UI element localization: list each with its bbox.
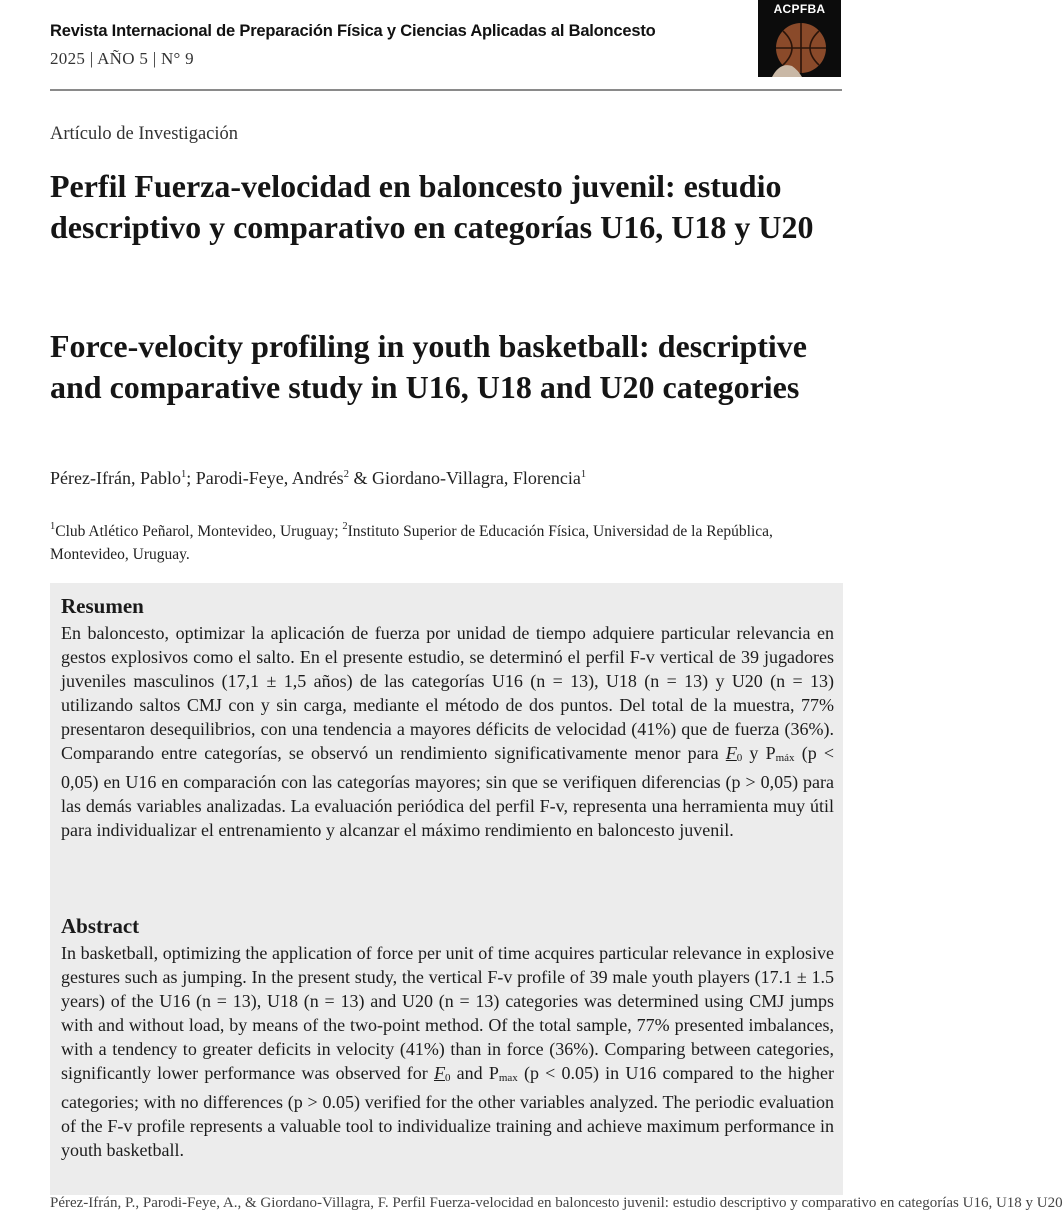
author-name: Giordano-Villagra, Florencia — [371, 468, 581, 488]
title-english: Force-velocity profiling in youth basketball: descriptive and comparative study in U16, U18 and U20 categories — [50, 328, 807, 405]
resumen-text: (p < 0,05) en U16 en comparación con las categorías mayores; sin que se verifiquen diferencias (p > 0,05) para las demás variables analizadas. La evaluación periódica del perfil F-v, representa una herramienta muy útil para individualizar el entrenamiento y alcanzar el máximo rendimiento en baloncesto juvenil. — [61, 743, 834, 840]
abstract-heading: Abstract — [61, 914, 140, 938]
resumen-text: En baloncesto, optimizar la aplicación de fuerza por unidad de tiempo adquiere particular relevancia en gestos explosivos como el salto. En el presente estudio, se determinó el perfil F-v vertical de 39 jugadores juveniles masculinos (17,1 ± 1,5 años) de las categorías U16 (n = 13), U18 (n = 13) y U20 (n = 13) utilizando saltos CMJ con y sin carga, mediante el método de dos puntos. Del total de la muestra, 77% presentaron desequilibrios, con una tendencia a mayores déficits de velocidad (41%) que de fuerza (36%). Comparando entre categorías, se observó un rendimiento significativamente menor para — [61, 623, 834, 763]
affiliation-text: Instituto Superior de Educación Física, Universidad de la República, Montevideo, Uruguay. — [50, 523, 773, 563]
resumen-text: y P — [742, 743, 776, 763]
force-symbol: F — [725, 743, 737, 763]
header-rule — [50, 89, 842, 91]
affiliation-mark: 2 — [342, 521, 348, 532]
journal-logo — [758, 0, 841, 77]
citation-line: Pérez-Ifrán, P., Parodi-Feye, A., & Giordano-Villagra, F. Perfil Fuerza-velocidad en baloncesto juvenil: estudio descriptivo y comparativo en categorías U16, U18 y U20 — [50, 1195, 1063, 1211]
affiliation-mark: 1 — [580, 469, 587, 480]
resumen-body — [61, 621, 834, 842]
abstract-text: (p < 0.05) in U16 compared to the higher categories; with no differences (p > 0.05) verified for the other variables analyzed. The periodic evaluation of the F-v profile represents a valuable tool to individualize training and achieve maximum performance in youth basketball. — [61, 1063, 835, 1160]
journal-header — [50, 18, 750, 69]
abstract-text: and P — [450, 1063, 499, 1083]
power-subscript: max — [498, 1072, 518, 1084]
author-separator: ; — [186, 468, 196, 488]
affiliation-mark: 1 — [180, 469, 187, 480]
abstract-text: In basketball, optimizing the application of force per unit of time acquires particular relevance in explosive gestures such as jumping. In the present study, the vertical F-v profile of 39 male youth players (17.1 ± 1.5 years) of the U16 (n = 13), U18 (n = 13) and U20 (n = 13) categories was determined using CMJ jumps with and without load, by means of the two-point method. Of the total sample, 77% presented imbalances, with a tendency to greater deficits in velocity (41%) than in force (36%). Comparing between categories, significantly lower performance was observed for — [61, 943, 834, 1083]
force-subscript: 0 — [736, 752, 743, 764]
author-name: Pérez-Ifrán, Pablo — [50, 468, 181, 488]
issue-info: 2025 | AÑO 5 | N° 9 — [50, 49, 194, 68]
force-symbol: F — [433, 1063, 445, 1083]
affiliation-text: Club Atlético Peñarol, Montevideo, Uruguay; — [55, 523, 343, 540]
abstract-body — [61, 941, 834, 1162]
abstract-box — [50, 583, 843, 1195]
force-subscript: 0 — [444, 1072, 451, 1084]
journal-name: Revista Internacional de Preparación Física y Ciencias Aplicadas al Baloncesto — [50, 22, 656, 40]
resumen-heading: Resumen — [61, 594, 144, 618]
author-name: Parodi-Feye, Andrés — [195, 468, 344, 488]
author-list — [50, 468, 840, 489]
title-spanish: Perfil Fuerza-velocidad en baloncesto juvenil: estudio descriptivo y comparativo en categorías U16, U18 y U20 — [50, 168, 814, 245]
author-separator: & — [348, 468, 372, 488]
article-type: Artículo de Investigación — [50, 124, 239, 144]
affiliation-mark: 2 — [343, 469, 349, 480]
power-subscript: máx — [775, 752, 795, 764]
affiliation-mark: 1 — [50, 521, 56, 532]
logo-text: ACPFBA — [773, 2, 826, 16]
affiliations — [50, 515, 810, 566]
